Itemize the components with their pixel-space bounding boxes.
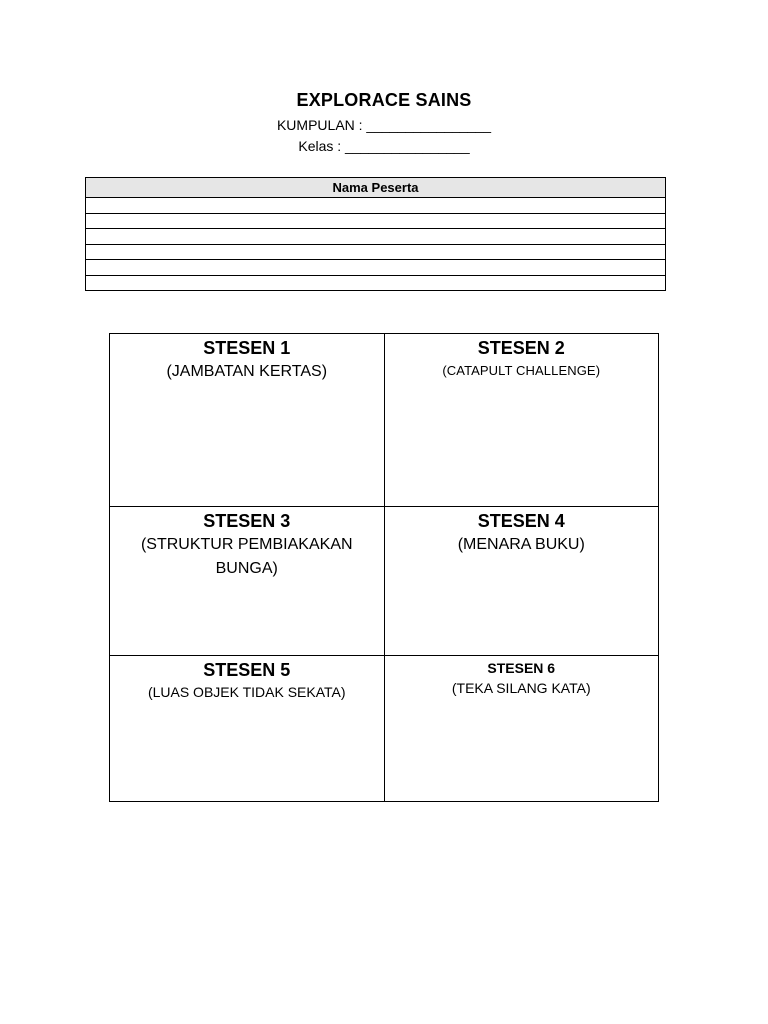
participants-header: Nama Peserta	[86, 178, 666, 198]
station-subtitle: (MENARA BUKU)	[457, 536, 585, 553]
station-subtitle: (STRUKTUR PEMBIAKAKAN BUNGA)	[140, 536, 353, 577]
participant-row	[86, 213, 666, 229]
participant-row	[86, 244, 666, 260]
participant-row	[86, 198, 666, 214]
station-title: STESEN 3	[203, 511, 291, 531]
station-title: STESEN 5	[203, 660, 291, 680]
participants-table	[85, 177, 666, 291]
participant-row	[86, 260, 666, 276]
station-title: STESEN 6	[487, 660, 556, 676]
worksheet-title: EXPLORACE SAINS	[296, 90, 472, 110]
participant-row	[86, 275, 666, 291]
kelas-field: Kelas : ________________	[298, 138, 470, 154]
station-subtitle: (CATAPULT CHALLENGE)	[442, 363, 601, 378]
station-subtitle: (JAMBATAN KERTAS)	[166, 363, 328, 380]
station-cell-6	[384, 656, 659, 802]
stations-grid	[109, 333, 659, 802]
station-subtitle: (TEKA SILANG KATA)	[451, 680, 591, 696]
kumpulan-field: KUMPULAN : ________________	[276, 117, 492, 133]
station-cell-2	[384, 334, 659, 507]
station-title: STESEN 1	[203, 338, 291, 358]
station-cell-1	[110, 334, 385, 507]
station-title: STESEN 2	[477, 338, 565, 358]
station-cell-5	[110, 656, 385, 802]
station-subtitle: (LUAS OBJEK TIDAK SEKATA)	[147, 684, 346, 700]
station-cell-3	[110, 507, 385, 656]
station-title: STESEN 4	[477, 511, 565, 531]
participant-row	[86, 229, 666, 245]
station-cell-4	[384, 507, 659, 656]
